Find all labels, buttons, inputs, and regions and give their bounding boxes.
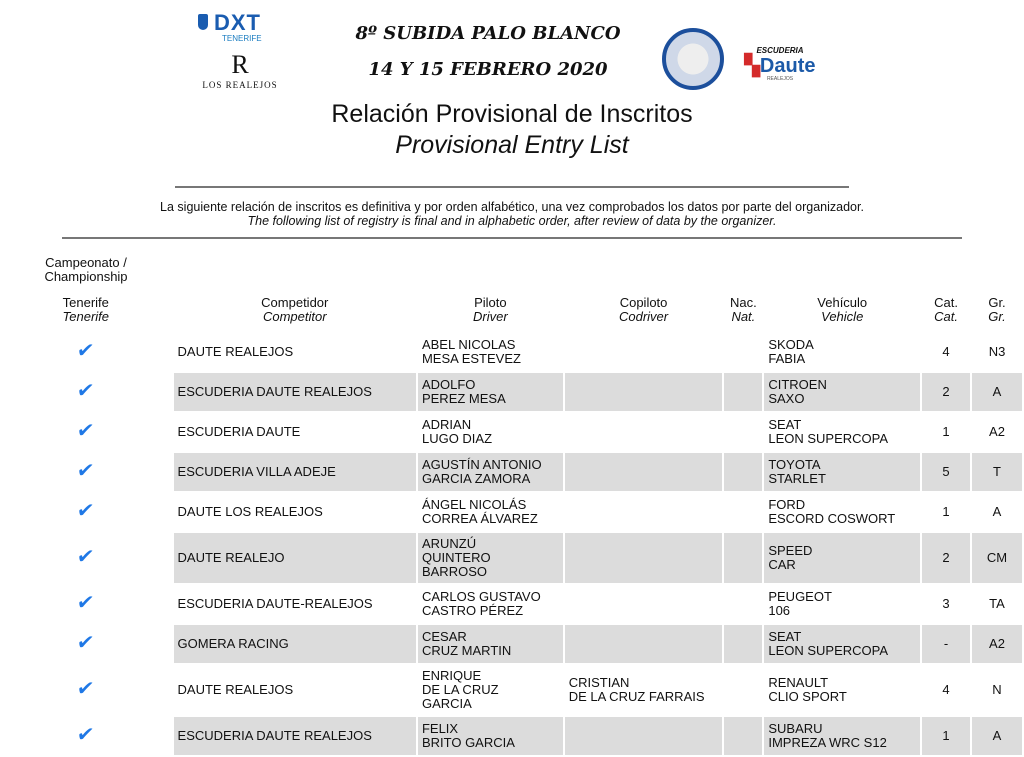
driver-cell (418, 373, 563, 411)
header-en: Cat. (934, 309, 958, 324)
competitor-cell: ESCUDERIA DAUTE-REALEJOS (177, 596, 373, 611)
nat-cell (724, 585, 762, 623)
column-header-gr (972, 295, 1022, 331)
header-en: Codriver (618, 309, 669, 324)
daute-text (740, 56, 820, 76)
vehicle-cell (764, 373, 920, 411)
gr-cell: N (992, 682, 1002, 697)
competitor-cell: GOMERA RACING (174, 625, 416, 663)
driver-line: ADOLFO (421, 377, 476, 392)
driver-line: ENRIQUE (421, 668, 482, 683)
codriver-cell (565, 493, 723, 531)
column-header-codriver (565, 295, 723, 331)
header-es: Piloto (474, 295, 507, 310)
codriver-cell (565, 453, 723, 491)
driver-line: CORREA ÁLVAREZ (421, 511, 538, 526)
competitor-cell: ESCUDERIA DAUTE REALEJOS (174, 373, 416, 411)
gr-cell: A2 (972, 625, 1022, 663)
vehicle-cell (764, 585, 920, 623)
dxt-logo-sub: TENERIFE (222, 34, 262, 43)
driver-line: CRUZ MARTIN (421, 643, 512, 658)
event-dates: 14 Y 15 FEBRERO 2020 (368, 59, 608, 80)
competitor-cell: ESCUDERIA VILLA ADEJE (174, 453, 416, 491)
codriver-line: DE LA CRUZ FARRAIS (568, 689, 705, 704)
tenerife-cell (0, 333, 172, 371)
cat-cell: 4 (942, 682, 950, 697)
event-name: 8º SUBIDA PALO BLANCO (355, 23, 621, 44)
nat-cell (724, 665, 762, 715)
nat-cell (724, 533, 762, 583)
driver-line: BARROSO (421, 564, 487, 579)
escuderia-daute-logo (740, 24, 820, 84)
vehicle-line: IMPREZA WRC S12 (768, 735, 887, 750)
cabildo-shield-icon (198, 14, 208, 30)
escuderia-text: ESCUDERIA (756, 46, 804, 55)
column-header-driver (418, 295, 563, 331)
cat-cell: 1 (942, 504, 950, 519)
gr-cell: N3 (988, 344, 1006, 359)
header-es: Cat. (934, 295, 958, 310)
nat-cell (724, 373, 762, 411)
competitor-cell: DAUTE REALEJO (174, 533, 416, 583)
codriver-cell (565, 585, 723, 623)
checkmark-icon: ✔ (75, 592, 96, 614)
vehicle-line: TOYOTA (768, 457, 821, 472)
nat-cell (724, 717, 762, 755)
tenerife-cell (0, 585, 172, 623)
driver-cell (418, 533, 563, 583)
vehicle-cell (764, 717, 920, 755)
vehicle-line: CITROEN (768, 377, 827, 392)
checkmark-icon: ✔ (75, 724, 96, 746)
tenerife-cell (0, 373, 172, 411)
daute-sub: REALEJOS (766, 76, 794, 82)
vehicle-cell (764, 625, 920, 663)
codriver-cell (565, 625, 723, 663)
competitor-cell: DAUTE LOS REALEJOS (177, 504, 323, 519)
tenerife-cell (0, 533, 172, 583)
header-es: Competidor (261, 295, 329, 310)
note-es: La siguiente relación de inscritos es definitiva y por orden alfabético, una vez comprobados los datos por parte del organizador. (160, 200, 864, 214)
daute-flag-icon: ▚ (744, 55, 760, 77)
vehicle-cell (764, 413, 920, 451)
table-row (0, 333, 1022, 371)
checkmark-icon: ✔ (75, 460, 96, 482)
competitor-cell: ESCUDERIA DAUTE (177, 424, 301, 439)
vehicle-line: CAR (768, 557, 796, 572)
table-row (0, 533, 1022, 583)
nat-cell (724, 625, 762, 663)
vehicle-line: LEON SUPERCOPA (768, 431, 889, 446)
gr-cell: TA (989, 596, 1005, 611)
vehicle-line: FABIA (768, 351, 806, 366)
divider (62, 237, 962, 239)
vehicle-cell (764, 493, 920, 531)
vehicle-line: STARLET (768, 471, 826, 486)
column-header-cat (922, 295, 970, 331)
codriver-cell (565, 533, 723, 583)
los-realejos-logo (200, 50, 280, 106)
driver-line: PEREZ MESA (421, 391, 506, 406)
vehicle-line: SUBARU (768, 721, 823, 736)
gr-cell: A (972, 373, 1022, 411)
driver-line: DE LA CRUZ (421, 682, 499, 697)
vehicle-line: SKODA (768, 337, 814, 352)
driver-line: FELIX (421, 721, 459, 736)
header-en: Nat. (731, 309, 756, 324)
driver-line: ÁNGEL NICOLÁS (421, 497, 527, 512)
driver-cell (418, 413, 563, 451)
dxt-logo-text: DXT (214, 10, 261, 35)
tenerife-cell (0, 665, 172, 715)
vehicle-line: LEON SUPERCOPA (768, 643, 889, 658)
tenerife-cell (0, 453, 172, 491)
driver-line: AGUSTÍN ANTONIO (421, 457, 542, 472)
driver-line: ARUNZÚ (421, 536, 477, 551)
header-es: Vehículo (817, 295, 868, 310)
cat-cell: 1 (942, 424, 950, 439)
vehicle-cell (764, 665, 920, 715)
tenerife-cell (0, 413, 172, 451)
cat-cell: - (922, 625, 970, 663)
codriver-cell (565, 665, 723, 715)
cat-cell: 3 (942, 596, 950, 611)
cat-cell: 2 (922, 533, 970, 583)
checkmark-icon: ✔ (75, 420, 96, 442)
checkmark-icon: ✔ (75, 546, 96, 568)
driver-line: ABEL NICOLAS (421, 337, 516, 352)
table-row (0, 413, 1022, 451)
title-en: Provisional Entry List (395, 131, 629, 159)
realejos-logo-text: LOS REALEJOS (202, 80, 278, 90)
header-es: Copiloto (619, 295, 668, 310)
vehicle-cell (764, 533, 920, 583)
nat-cell (724, 333, 762, 371)
entry-list-table (0, 293, 1024, 757)
gr-cell: A (972, 717, 1022, 755)
checkmark-icon: ✔ (75, 678, 96, 700)
checkmark-icon: ✔ (75, 632, 96, 654)
header-en: Driver (473, 309, 508, 324)
header-en: Tenerife (62, 309, 110, 324)
codriver-cell (565, 717, 723, 755)
column-header-tenerife (0, 295, 172, 331)
vehicle-line: SEAT (768, 417, 802, 432)
gr-cell: T (972, 453, 1022, 491)
vehicle-line: SAXO (768, 391, 805, 406)
vehicle-line: FORD (768, 497, 806, 512)
table-row (0, 665, 1022, 715)
driver-line: QUINTERO (421, 550, 491, 565)
checkmark-icon: ✔ (75, 340, 96, 362)
driver-cell (418, 493, 563, 531)
driver-cell (418, 453, 563, 491)
driver-line: BRITO GARCIA (421, 735, 515, 750)
daute-word: Daute (759, 55, 816, 77)
header-es: Tenerife (62, 295, 109, 310)
vehicle-line: CLIO SPORT (768, 689, 847, 704)
column-header-competitor (174, 295, 416, 331)
column-header-nat (724, 295, 762, 331)
driver-line: ADRIAN (421, 417, 472, 432)
table-header-row (0, 295, 1022, 331)
gr-cell: CM (972, 533, 1022, 583)
codriver-cell (565, 413, 723, 451)
championship-label: Campeonato / Championship (44, 255, 128, 284)
table-row (0, 373, 1022, 411)
tenerife-cell (0, 493, 172, 531)
driver-line: CARLOS GUSTAVO (421, 589, 541, 604)
vehicle-cell (764, 453, 920, 491)
header-es: Gr. (988, 295, 1006, 310)
driver-line: CESAR (421, 629, 467, 644)
gr-cell: A2 (989, 424, 1005, 439)
driver-cell (418, 717, 563, 755)
tenerife-cell (0, 625, 172, 663)
checkmark-icon: ✔ (75, 500, 96, 522)
codriver-cell (565, 373, 723, 411)
cat-cell: 5 (922, 453, 970, 491)
column-header-vehicle (764, 295, 920, 331)
competitor-cell: DAUTE REALEJOS (177, 682, 294, 697)
table-row (0, 717, 1022, 755)
driver-line: CASTRO PÉREZ (421, 603, 524, 618)
table-row (0, 493, 1022, 531)
cat-cell: 4 (942, 344, 950, 359)
competitor-cell: ESCUDERIA DAUTE REALEJOS (174, 717, 416, 755)
cat-cell: 2 (922, 373, 970, 411)
realejos-logo-letter: R (231, 50, 249, 79)
tenerife-cell (0, 717, 172, 755)
table-row (0, 625, 1022, 663)
vehicle-line: SPEED (768, 543, 813, 558)
vehicle-line: 106 (768, 603, 791, 618)
codriver-cell (565, 333, 723, 371)
vehicle-cell (764, 333, 920, 371)
driver-cell (418, 625, 563, 663)
vehicle-line: RENAULT (768, 675, 829, 690)
nat-cell (724, 413, 762, 451)
federation-logo (662, 28, 724, 90)
cat-cell: 1 (922, 717, 970, 755)
header-en: Vehicle (821, 309, 864, 324)
title-es: Relación Provisional de Inscritos (331, 100, 693, 128)
header-es: Nac. (730, 295, 757, 310)
driver-cell (418, 665, 563, 715)
driver-line: GARCIA (421, 696, 472, 711)
driver-cell (418, 333, 563, 371)
header-en: Gr. (988, 309, 1006, 324)
divider (175, 186, 849, 188)
table-row (0, 453, 1022, 491)
dxt-tenerife-logo (196, 12, 272, 46)
table-row (0, 585, 1022, 623)
header-en: Competitor (262, 309, 327, 324)
driver-cell (418, 585, 563, 623)
note-en: The following list of registry is final and in alphabetic order, after review of data by the organizer. (247, 214, 777, 228)
vehicle-line: PEUGEOT (768, 589, 832, 604)
codriver-line: CRISTIAN (568, 675, 630, 690)
gr-cell: A (992, 504, 1002, 519)
vehicle-line: SEAT (768, 629, 802, 644)
nat-cell (724, 493, 762, 531)
nat-cell (724, 453, 762, 491)
checkmark-icon: ✔ (75, 380, 96, 402)
vehicle-line: ESCORD COSWORT (768, 511, 896, 526)
driver-line: LUGO DIAZ (421, 431, 493, 446)
driver-line: MESA ESTEVEZ (421, 351, 521, 366)
driver-line: GARCIA ZAMORA (421, 471, 531, 486)
competitor-cell: DAUTE REALEJOS (177, 344, 294, 359)
